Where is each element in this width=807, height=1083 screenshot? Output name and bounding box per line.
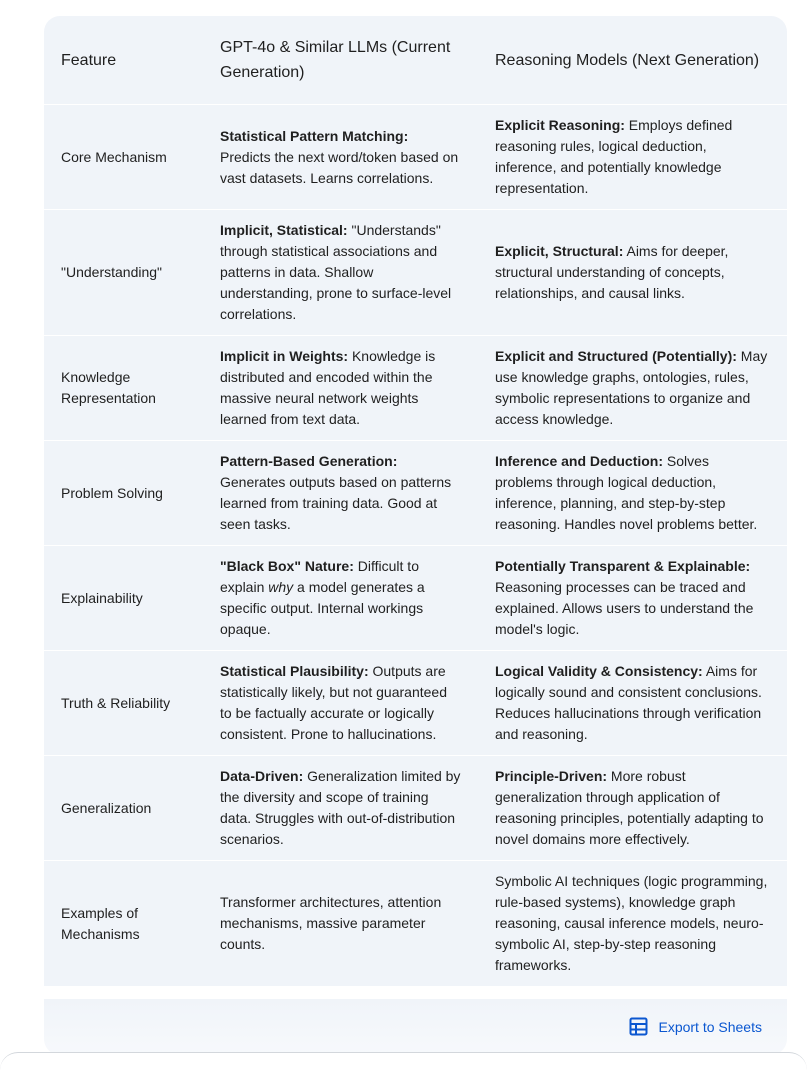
llm-cell-text: Difficult to explain bbox=[220, 558, 419, 595]
llm-cell-bold: "Black Box" Nature: bbox=[220, 558, 354, 574]
feature-cell: Explainability bbox=[44, 546, 203, 651]
feature-cell: Core Mechanism bbox=[44, 105, 203, 210]
llm-cell bbox=[203, 336, 478, 441]
llm-cell-emphasis: why bbox=[268, 579, 294, 595]
reasoning-cell-text: Employs defined reasoning rules, logical deduction, inference, and potentially knowledge representation. bbox=[495, 117, 733, 196]
comparison-table-card bbox=[44, 16, 787, 987]
llm-cell-bold: Statistical Pattern Matching: bbox=[220, 127, 409, 144]
llm-cell-bold: Data-Driven: bbox=[220, 768, 304, 784]
llm-cell-text: Generates outputs based on patterns learned from training data. Good at seen tasks. bbox=[220, 474, 452, 532]
header-feature: Feature bbox=[44, 16, 203, 105]
header-reasoning: Reasoning Models (Next Generation) bbox=[478, 16, 787, 105]
llm-cell bbox=[203, 756, 478, 861]
llm-cell-text: Knowledge is distributed and encoded within the massive neural network weights learned from text data. bbox=[220, 348, 436, 427]
table-row bbox=[44, 105, 787, 210]
comparison-table bbox=[44, 16, 787, 987]
llm-cell-text: Outputs are statistically likely, but not guaranteed to be factually accurate or logically consistent. Prone to hallucinations. bbox=[220, 663, 447, 742]
table-row bbox=[44, 756, 787, 861]
reasoning-cell-bold: Logical Validity & Consistency: bbox=[495, 663, 703, 679]
header-llm: GPT-4o & Similar LLMs (Current Generation) bbox=[203, 16, 478, 105]
reasoning-cell bbox=[478, 210, 787, 336]
reasoning-cell-bold: Inference and Deduction: bbox=[495, 453, 664, 469]
llm-cell-text: Predicts the next word/token based on vast datasets. Learns correlations. bbox=[220, 148, 459, 186]
reasoning-cell bbox=[478, 336, 787, 441]
reasoning-cell-text: More robust generalization through application of reasoning principles, potentially adapting to novel domains more effectively. bbox=[495, 768, 764, 847]
export-to-sheets-button[interactable] bbox=[629, 1017, 762, 1036]
table-row bbox=[44, 546, 787, 651]
llm-cell bbox=[203, 651, 478, 756]
reasoning-cell-text: Solves problems through logical deduction, inference, planning, and step-by-step reasoning. Handles novel problems better. bbox=[495, 453, 758, 532]
llm-cell-text: "Understands" through statistical associations and patterns in data. Shallow understanding, prone to surface-level correlations. bbox=[220, 222, 452, 322]
llm-cell-text: Generalization limited by the diversity and scope of training data. Struggles with out-of-distribution scenarios. bbox=[220, 768, 461, 847]
reasoning-cell-text: Reasoning processes can be traced and explained. Allows users to understand the model's logic. bbox=[495, 579, 754, 637]
reasoning-cell: Symbolic AI techniques (logic programming, rule-based systems), knowledge graph reasoning, causal inference models, neuro-symbolic AI, step-by-step reasoning frameworks. bbox=[478, 861, 787, 987]
table-row bbox=[44, 336, 787, 441]
llm-cell bbox=[203, 546, 478, 651]
reasoning-cell-text: Aims for logically sound and consistent conclusions. Reduces hallucinations through verification and reasoning. bbox=[495, 663, 762, 742]
reasoning-cell-bold: Explicit and Structured (Potentially): bbox=[495, 348, 737, 364]
reasoning-cell bbox=[478, 756, 787, 861]
reasoning-cell bbox=[478, 105, 787, 210]
feature-cell: Knowledge Representation bbox=[44, 336, 203, 441]
reasoning-cell bbox=[478, 546, 787, 651]
reasoning-cell-bold: Principle-Driven: bbox=[495, 768, 608, 784]
reasoning-cell-bold: Explicit Reasoning: bbox=[495, 117, 625, 133]
table-row bbox=[44, 210, 787, 336]
feature-cell: "Understanding" bbox=[44, 210, 203, 336]
llm-cell bbox=[203, 210, 478, 336]
table-row bbox=[44, 441, 787, 546]
feature-cell: Truth & Reliability bbox=[44, 651, 203, 756]
llm-cell bbox=[203, 441, 478, 546]
llm-cell-text: a model generates a specific output. Internal workings opaque. bbox=[220, 579, 425, 637]
llm-cell-bold: Implicit in Weights: bbox=[220, 348, 349, 364]
input-panel-edge bbox=[0, 1052, 807, 1083]
feature-cell: Generalization bbox=[44, 756, 203, 861]
reasoning-cell-bold: Potentially Transparent & Explainable: bbox=[495, 558, 751, 574]
table-row bbox=[44, 861, 787, 987]
llm-cell-bold: Implicit, Statistical: bbox=[220, 222, 348, 238]
llm-cell-bold: Statistical Plausibility: bbox=[220, 663, 369, 679]
reasoning-cell bbox=[478, 441, 787, 546]
feature-cell: Problem Solving bbox=[44, 441, 203, 546]
reasoning-cell-bold: Explicit, Structural: bbox=[495, 243, 624, 259]
llm-cell: Transformer architectures, attention mechanisms, massive parameter counts. bbox=[203, 861, 478, 987]
table-grid-icon bbox=[629, 1017, 648, 1036]
llm-cell bbox=[203, 105, 478, 210]
feature-cell: Examples of Mechanisms bbox=[44, 861, 203, 987]
table-footer bbox=[44, 999, 787, 1055]
table-header-row bbox=[44, 16, 787, 105]
table-row bbox=[44, 651, 787, 756]
export-label: Export to Sheets bbox=[658, 1018, 762, 1035]
llm-cell-bold: Pattern-Based Generation: bbox=[220, 453, 398, 469]
reasoning-cell-text: May use knowledge graphs, ontologies, rules, symbolic representations to organize and access knowledge. bbox=[495, 348, 768, 427]
reasoning-cell-text: Aims for deeper, structural understanding of concepts, relationships, and causal links. bbox=[495, 243, 729, 301]
reasoning-cell bbox=[478, 651, 787, 756]
